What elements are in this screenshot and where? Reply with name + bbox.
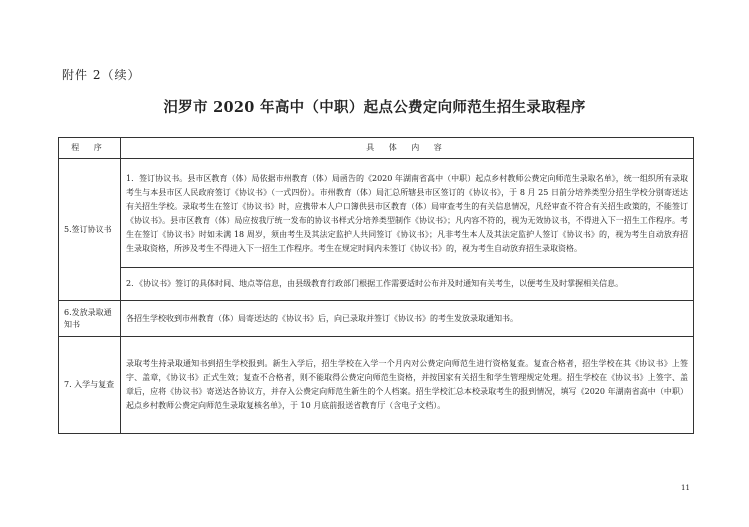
table-row (59, 301, 694, 337)
step-label: 5.签订协议书 (59, 159, 121, 301)
column-header-content: 具 体 内 容 (121, 138, 694, 159)
step-label: 6.发放录取通知书 (59, 301, 121, 337)
table-row (59, 337, 694, 434)
step-content: 1．签订协议书。县市区教育（体）局依据市州教育（体）局函告的《2020 年湖南省高中（中职）起点乡村教师公费定向师范生录取名单》，统一组织所有录取考生与本县市区人民政府签订《协议书》（一式四份）。市州教育（体）局汇总所辖县市区签订的《协议书》，于 8 月 25 日前分培养类型分招生学校分别寄送达有关招生学校。录取考生在签订《协议书》时，应携带本人户口簿供县市区教育（体）局审查考生的有关信息情况，凡经审查不符合有关招生政策的，不能签订《协议书》。县市区教育（体）局应按我厅统一发布的协议书样式分培养类型制作《协议书》；凡内容不符的，视为无效协议书，不得进入下一招生工作程序。考生在签订《协议书》时如未满 18 周岁，须由考生及其法定监护人共同签订《协议书》；凡非考生本人及其法定监护人签订《协议书》的，视为考生自动放弃招生录取资格，所涉及考生不得进入下一招生工作程序。考生在规定时间内未签订《协议书》的，视为考生自动放弃招生录取资格。 (121, 159, 694, 268)
procedure-table (58, 137, 694, 434)
attachment-label: 附件 2（续） (62, 68, 141, 82)
table-row (59, 268, 694, 301)
page-number: 11 (681, 484, 690, 492)
step-content: 2．《协议书》签订的具体时间、地点等信息，由县级教育行政部门根据工作需要适时公布并及时通知有关考生，以便考生及时掌握相关信息。 (121, 268, 694, 301)
page-title: 汨罗市 2020 年高中（中职）起点公费定向师范生招生录取程序 (163, 99, 586, 116)
table-row (59, 159, 694, 268)
step-content: 各招生学校收到市州教育（体）局寄送达的《协议书》后，向已录取并签订《协议书》的考生发放录取通知书。 (121, 301, 694, 337)
step-label: 7. 入学与复查 (59, 337, 121, 434)
step-content: 录取考生持录取通知书到招生学校报到。新生入学后，招生学校在入学一个月内对公费定向师范生进行资格复查。复查合格者，招生学校在其《协议书》上签字、盖章，《协议书》正式生效；复查不合格者，则不能取得公费定向师范生资格，并按国家有关招生和学生管理规定处理。招生学校在《协议书》上签字、盖章后，应将《协议书》寄送达各协议方，并存入公费定向师范生新生的个人档案。招生学校汇总本校录取考生的报到情况，填写《2020 年湖南省高中（中职）起点乡村教师公费定向师范生录取复核名单》，于 10 月底前报送省教育厅（含电子文档）。 (121, 337, 694, 434)
column-header-step: 程 序 (59, 138, 121, 159)
table-header-row (59, 138, 694, 159)
